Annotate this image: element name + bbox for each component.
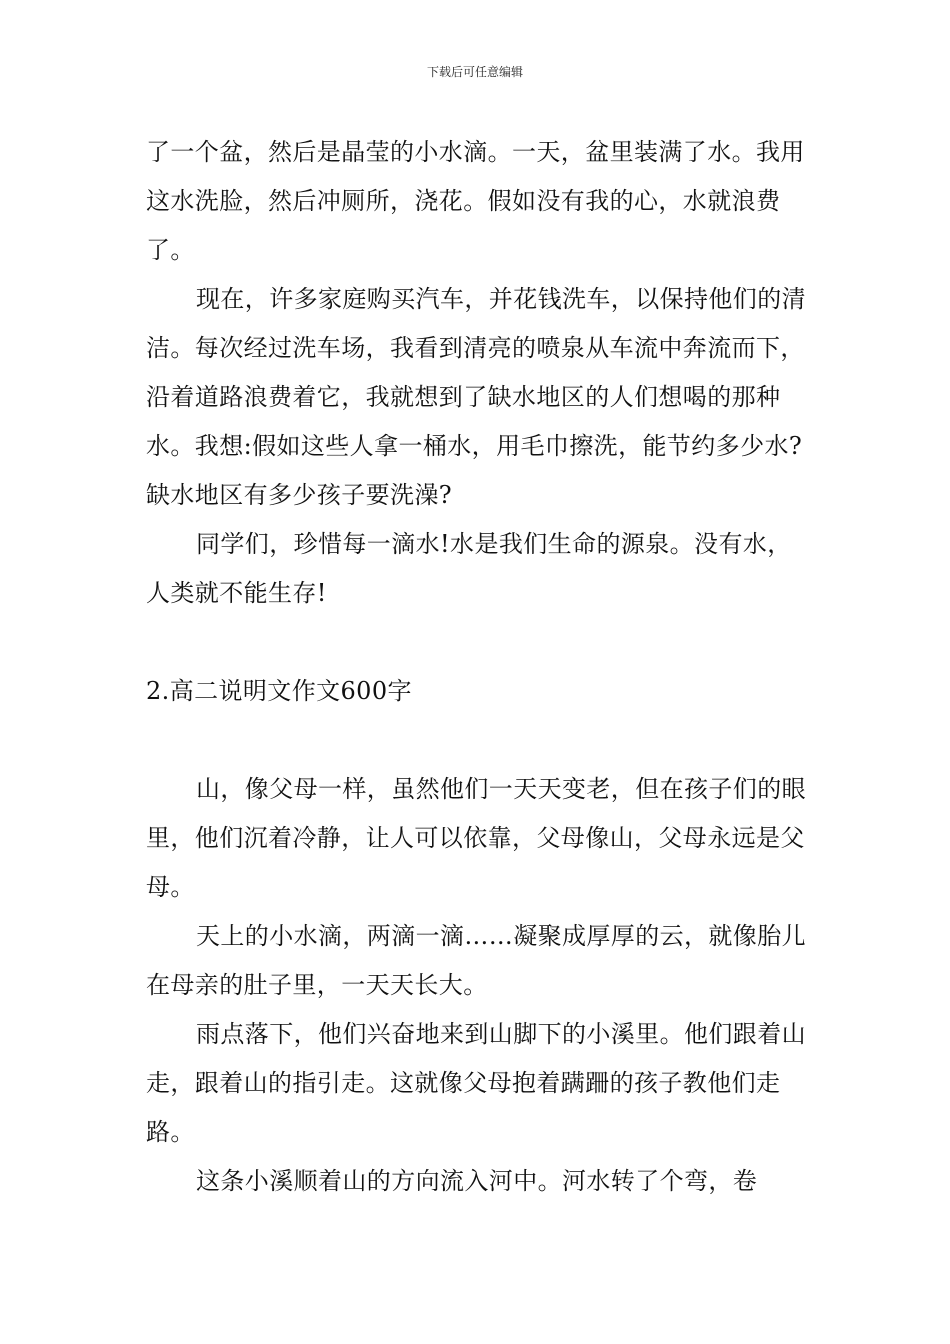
paragraph-raindrops: 雨点落下，他们兴奋地来到山脚下的小溪里。他们跟着山走，跟着山的指引走。这就像父母抱着蹒跚的孩子教他们走路。 — [146, 1020, 806, 1146]
paragraph-car-washing: 现在，许多家庭购买汽车，并花钱洗车，以保持他们的清洁。每次经过洗车场，我看到清亮的喷泉从车流中奔流而下，沿着道路浪费着它，我就想到了缺水地区的人们想喝的那种水。我想:假如这些人拿一桶水，用毛巾擦洗，能节约多少水?缺水地区有多少孩子要洗澡? — [146, 285, 806, 509]
paragraph-water-drops: 天上的小水滴，两滴一滴……凝聚成厚厚的云，就像胎儿在母亲的肚子里，一天天长大。 — [146, 922, 806, 999]
paragraph-continued: 了一个盆，然后是晶莹的小水滴。一天，盆里装满了水。我用这水洗脸，然后冲厕所，浇花。假如没有我的心，水就浪费了。 — [146, 138, 805, 264]
paragraph-save-water: 同学们，珍惜每一滴水!水是我们生命的源泉。没有水，人类就不能生存! — [146, 530, 792, 607]
paragraph-mountain-parents: 山，像父母一样，虽然他们一天天变老，但在孩子们的眼里，他们沉着冷静，让人可以依靠，父母像山，父母永远是父母。 — [146, 775, 806, 901]
page-header-note: 下载后可任意编辑 — [426, 65, 523, 79]
section-heading: 2.高二说明文作文600字 — [146, 677, 412, 705]
document-body — [146, 128, 814, 1206]
paragraph-stream: 这条小溪顺着山的方向流入河中。河水转了个弯，卷 — [196, 1167, 758, 1195]
